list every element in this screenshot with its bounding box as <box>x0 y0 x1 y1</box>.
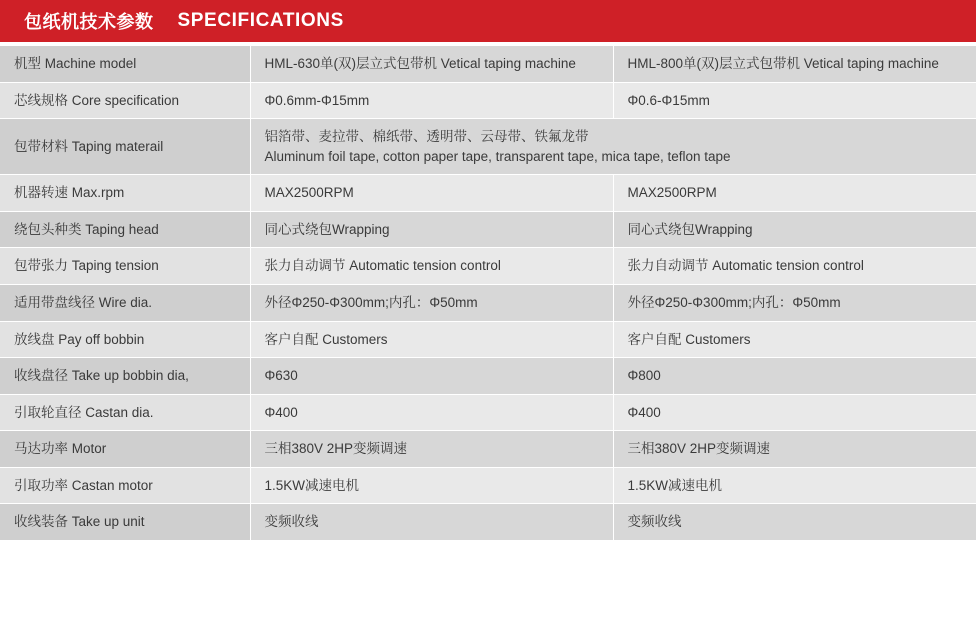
table-row <box>0 211 976 248</box>
table-row <box>0 46 976 82</box>
row-value-800: 1.5KW减速电机 <box>613 467 976 504</box>
row-label: 包带张力 Taping tension <box>0 248 250 285</box>
table-row <box>0 431 976 468</box>
row-value-630: 变频收线 <box>250 504 613 541</box>
row-value-630: 张力自动调节 Automatic tension control <box>250 248 613 285</box>
row-value-800: MAX2500RPM <box>613 175 976 212</box>
table-row <box>0 248 976 285</box>
row-value-800: 同心式绕包Wrapping <box>613 211 976 248</box>
table-row <box>0 284 976 321</box>
row-value-630: 1.5KW减速电机 <box>250 467 613 504</box>
row-value-800: HML-800单(双)层立式包带机 Vetical taping machine <box>613 46 976 82</box>
row-label: 机型 Machine model <box>0 46 250 82</box>
row-value-800: Φ800 <box>613 358 976 395</box>
materials-en: Aluminum foil tape, cotton paper tape, transparent tape, mica tape, teflon tape <box>264 148 731 164</box>
row-label: 绕包头种类 Taping head <box>0 211 250 248</box>
row-value-800: Φ0.6-Φ15mm <box>613 82 976 119</box>
row-value-800: 客户自配 Customers <box>613 321 976 358</box>
row-label: 引取功率 Castan motor <box>0 467 250 504</box>
row-value-630: Φ630 <box>250 358 613 395</box>
row-value-630: Φ0.6mm-Φ15mm <box>250 82 613 119</box>
row-label: 适用带盘线径 Wire dia. <box>0 284 250 321</box>
row-value-800: 外径Φ250-Φ300mm;内孔：Φ50mm <box>613 284 976 321</box>
row-value-630: 同心式绕包Wrapping <box>250 211 613 248</box>
row-value-800: 三相380V 2HP变频调速 <box>613 431 976 468</box>
row-label: 放线盘 Pay off bobbin <box>0 321 250 358</box>
row-label: 机器转速 Max.rpm <box>0 175 250 212</box>
row-label: 马达功率 Motor <box>0 431 250 468</box>
row-value-630: 客户自配 Customers <box>250 321 613 358</box>
table-row <box>0 119 976 175</box>
row-label: 收线盘径 Take up bobbin dia, <box>0 358 250 395</box>
row-value-800: 变频收线 <box>613 504 976 541</box>
table-row <box>0 467 976 504</box>
table-row <box>0 358 976 395</box>
row-value-630: HML-630单(双)层立式包带机 Vetical taping machine <box>250 46 613 82</box>
table-row <box>0 394 976 431</box>
row-value-800: Φ400 <box>613 394 976 431</box>
page-title-en: SPECIFICATIONS <box>177 10 344 31</box>
row-label: 包带材料 Taping materail <box>0 119 250 175</box>
page-header <box>0 0 976 42</box>
table-row <box>0 504 976 541</box>
row-value-materials <box>250 119 976 175</box>
row-value-630: 三相380V 2HP变频调速 <box>250 431 613 468</box>
table-row <box>0 175 976 212</box>
row-label: 芯线规格 Core specification <box>0 82 250 119</box>
page-title-cn: 包纸机技术参数 <box>24 12 154 32</box>
row-value-630: 外径Φ250-Φ300mm;内孔：Φ50mm <box>250 284 613 321</box>
table-row <box>0 82 976 119</box>
row-label: 收线装备 Take up unit <box>0 504 250 541</box>
materials-cn: 铝箔带、麦拉带、棉纸带、透明带、云母带、铁氟龙带 <box>264 129 589 145</box>
specifications-table <box>0 46 976 541</box>
row-value-630: MAX2500RPM <box>250 175 613 212</box>
row-label: 引取轮直径 Castan dia. <box>0 394 250 431</box>
row-value-800: 张力自动调节 Automatic tension control <box>613 248 976 285</box>
row-value-630: Φ400 <box>250 394 613 431</box>
table-row <box>0 321 976 358</box>
